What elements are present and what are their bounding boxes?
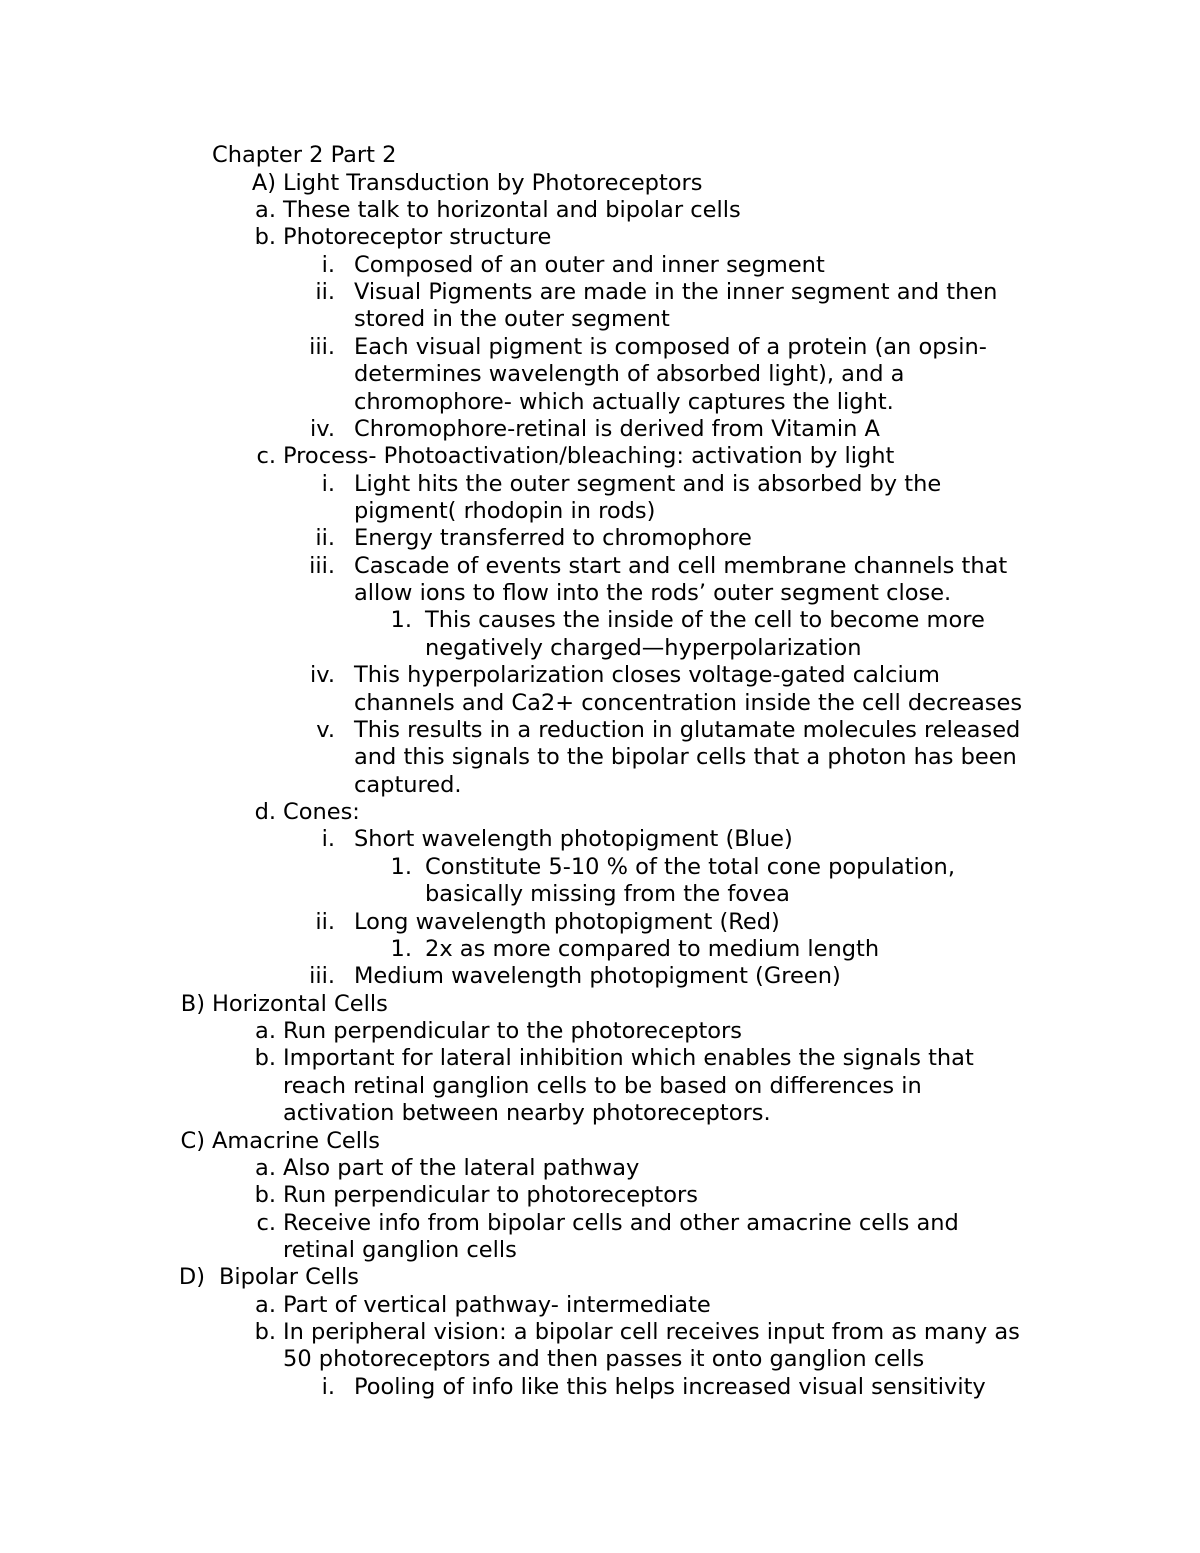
outline-line [0,799,1200,826]
outline-line [0,1128,1200,1155]
outline-line [0,1045,1200,1072]
list-item-text: Process- Photoactivation/bleaching: activation by light [283,443,895,470]
outline-line [0,334,1200,361]
outline-line [0,772,1200,799]
list-marker: a. [255,196,276,223]
list-item-text: determines wavelength of absorbed light), and a [354,361,905,388]
list-marker: 1. [390,607,412,634]
list-item-text: allow ions to flow into the rods’ outer segment close. [354,580,952,606]
outline-line [0,170,1200,197]
outline-line [0,690,1200,717]
list-marker: v. [316,716,335,743]
list-marker: ii. [315,908,335,935]
list-item-text: Composed of an outer and inner segment [354,251,825,278]
list-item-text: 2x as more compared to medium length [425,935,880,962]
list-item-text: This causes the inside of the cell to become more [425,607,985,634]
list-item-text: pigment( rhodopin in rods) [354,497,656,524]
list-item-text: Amacrine Cells [212,1127,381,1154]
list-marker: ii. [315,525,335,552]
list-item-text: reach retinal ganglion cells to be based on differences in [283,1072,922,1099]
document-title-text: Chapter 2 Part 2 [212,142,397,168]
outline-line [0,279,1200,306]
list-marker: a. [255,1018,276,1044]
outline-line [0,1374,1200,1401]
list-marker: ii. [315,279,335,305]
outline-line [0,306,1200,333]
list-marker: i. [321,470,335,497]
outline-line [0,1346,1200,1373]
list-marker: B) [180,990,205,1017]
list-item-text: Short wavelength photopigment (Blue) [354,826,793,853]
list-item-text: activation between nearby photoreceptors. [283,1100,771,1127]
list-item-text: Visual Pigments are made in the inner segment and then [354,279,998,305]
list-marker: c. [256,443,276,470]
list-item-text: This hyperpolarization closes voltage-gated calcium [354,662,940,689]
list-marker: d. [254,799,276,825]
list-marker: i. [321,251,335,278]
outline-line [0,443,1200,470]
outline-line [0,826,1200,853]
list-item-text: Run perpendicular to photoreceptors [283,1182,698,1209]
outline-line [0,580,1200,607]
list-item-text: Photoreceptor structure [283,224,552,251]
list-marker: C) [180,1127,205,1154]
list-item-text: negatively charged—hyperpolarization [425,634,862,661]
outline-line [0,498,1200,525]
list-item-text: Horizontal Cells [212,990,388,1017]
list-item-text: Important for lateral inhibition which enables the signals that [283,1045,974,1072]
list-marker: iv. [310,415,335,442]
outline-line [0,1155,1200,1182]
list-item-text: Receive info from bipolar cells and other amacrine cells and [283,1209,959,1236]
outline-line [0,881,1200,908]
outline-line [0,361,1200,388]
list-item-text: chromophore- which actually captures the light. [354,388,894,415]
list-marker: b. [254,1319,276,1345]
outline-line [0,909,1200,936]
outline-line [0,471,1200,498]
outline-line [0,1237,1200,1264]
list-item-text: basically missing from the fovea [425,881,790,908]
list-item-text: Chromophore-retinal is derived from Vitamin A [354,415,880,442]
outline-line [0,854,1200,881]
list-item-text: In peripheral vision: a bipolar cell receives input from as many as [283,1319,1020,1345]
list-item-text: Run perpendicular to the photoreceptors [283,1018,743,1044]
outline-line [0,744,1200,771]
list-item-text: Cascade of events start and cell membrane channels that [354,552,1008,579]
outline-line [0,553,1200,580]
list-marker: i. [321,826,335,853]
outline-line [0,1100,1200,1127]
outline-line [0,1210,1200,1237]
list-marker: i. [321,1373,335,1400]
list-marker: b. [254,1045,276,1072]
list-item-text: Cones: [283,799,360,825]
list-marker: iii. [309,333,335,360]
outline-line [0,963,1200,990]
outline-line [0,991,1200,1018]
list-item-text: captured. [354,771,462,798]
outline-line [0,1018,1200,1045]
list-item-text: channels and Ca2+ concentration inside the cell decreases [354,689,1023,716]
outline-line [0,717,1200,744]
list-item-text: retinal ganglion cells [283,1236,517,1263]
outline-line [0,635,1200,662]
list-marker: c. [256,1209,276,1236]
document-title [212,142,396,169]
list-item-text: Pooling of info like this helps increased visual sensitivity [354,1373,986,1400]
list-marker: iv. [310,662,335,689]
outline-line [0,416,1200,443]
list-item-text: Part of vertical pathway- intermediate [283,1291,711,1318]
list-item-text: and this signals to the bipolar cells that a photon has been [354,744,1017,771]
list-item-text: Light Transduction by Photoreceptors [283,169,703,196]
list-item-text: Long wavelength photopigment (Red) [354,908,780,935]
outline-line [0,389,1200,416]
list-item-text: These talk to horizontal and bipolar cells [283,196,741,223]
list-marker: a. [255,1154,276,1181]
list-marker: 1. [390,853,412,880]
outline-line [0,607,1200,634]
list-item-text: Medium wavelength photopigment (Green) [354,963,841,990]
outline-line [0,1319,1200,1346]
outline-line [0,662,1200,689]
list-item-text: This results in a reduction in glutamate molecules released [354,716,1021,743]
list-item-text: Also part of the lateral pathway [283,1154,640,1181]
list-item-text: Energy transferred to chromophore [354,525,752,552]
outline-line [0,252,1200,279]
outline-line [0,1182,1200,1209]
list-item-text: Bipolar Cells [219,1264,359,1291]
list-item-text: Constitute 5-10 % of the total cone population, [425,853,955,880]
list-item-text: Light hits the outer segment and is absorbed by the [354,470,942,497]
list-marker: iii. [309,963,335,990]
outline-line [0,1073,1200,1100]
outline-line [0,1264,1200,1291]
list-marker: 1. [390,935,412,962]
outline-line [0,1292,1200,1319]
list-item-text: Each visual pigment is composed of a protein (an opsin- [354,333,987,360]
list-marker: A) [251,169,276,196]
outline-line [0,936,1200,963]
list-item-text: stored in the outer segment [354,306,670,333]
list-marker: iii. [309,552,335,579]
outline-line [0,224,1200,251]
outline-line [0,197,1200,224]
list-marker: b. [254,224,276,251]
list-marker: D) [178,1264,205,1291]
list-item-text: 50 photoreceptors and then passes it onto ganglion cells [283,1346,925,1373]
outline-line [0,525,1200,552]
list-marker: a. [255,1291,276,1318]
list-marker: b. [254,1182,276,1209]
